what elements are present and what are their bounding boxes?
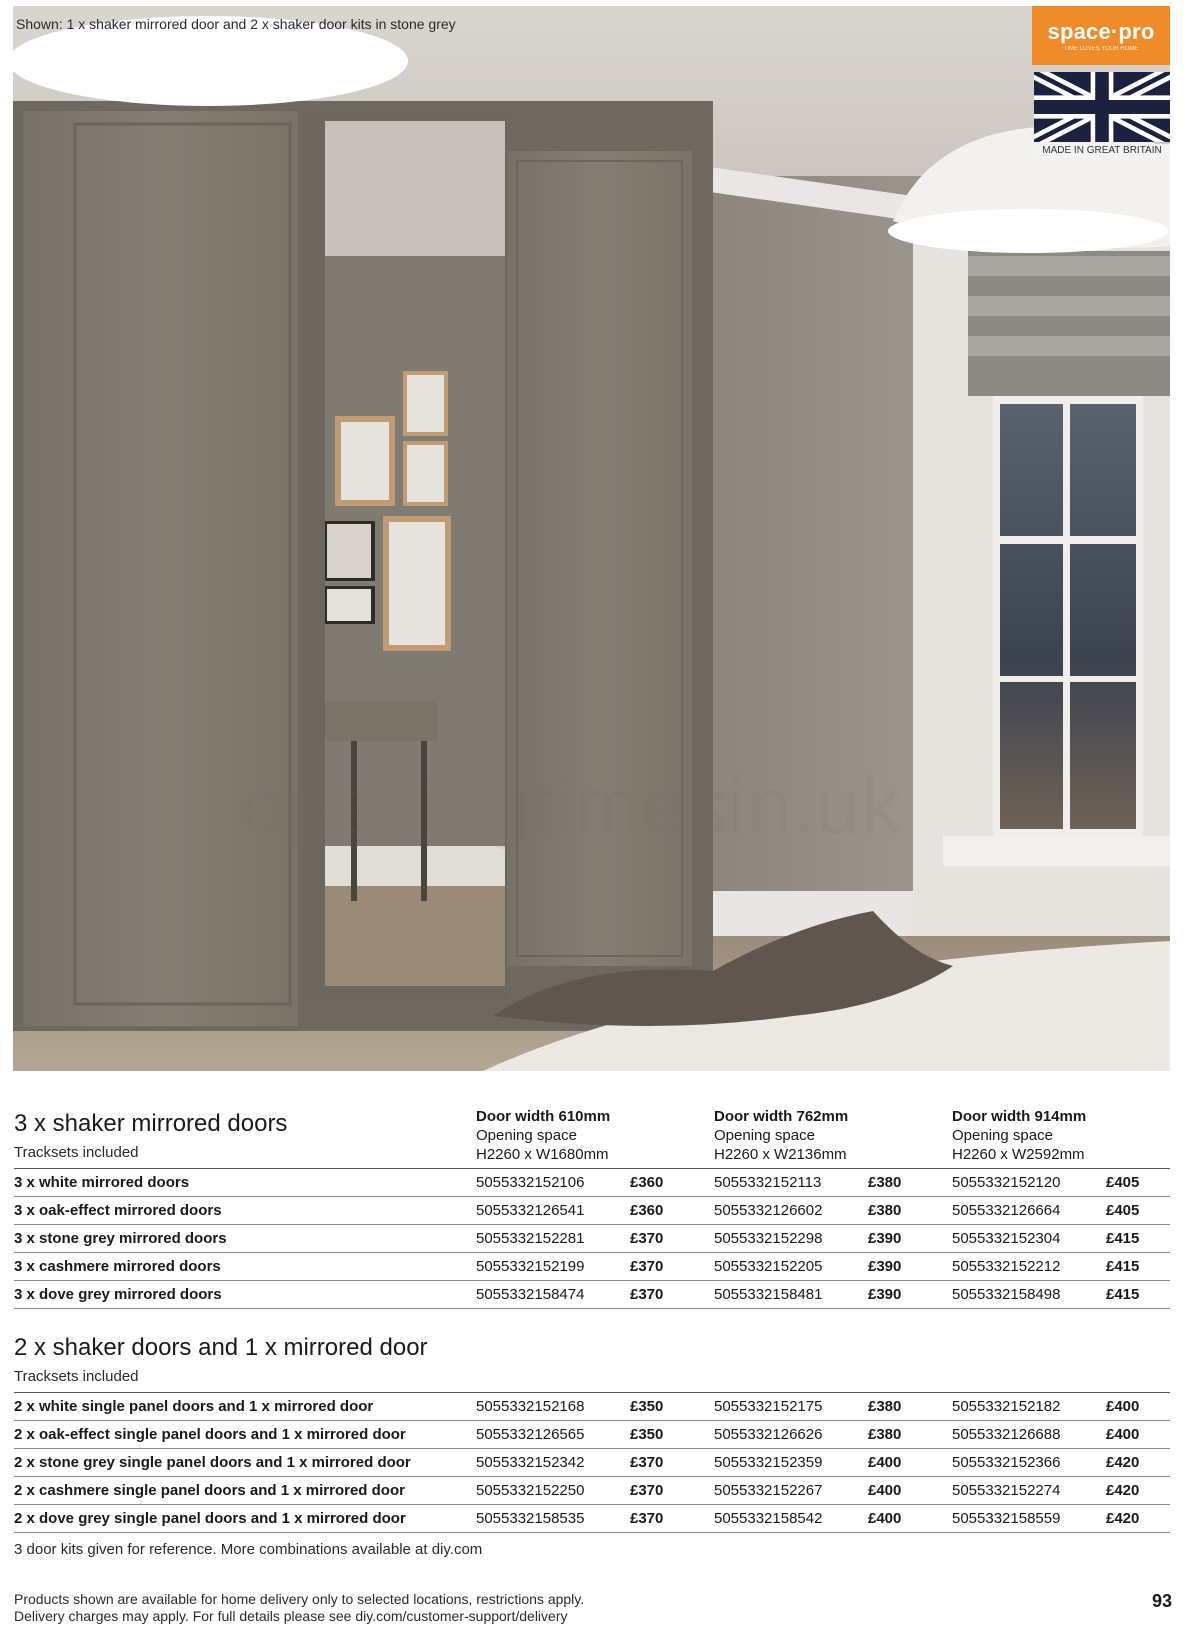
product-price: £370 [630, 1286, 664, 1303]
product-code: 5055332126664 [952, 1202, 1061, 1219]
union-jack-icon [1034, 72, 1170, 142]
table-row [14, 1393, 1170, 1421]
column-header-914 [952, 1107, 1172, 1164]
watermark: openingtimesin.uk [240, 761, 902, 850]
table-row [14, 1225, 1170, 1253]
column-width-label: Door width 914mm [952, 1108, 1087, 1125]
product-code: 5055332152342 [476, 1454, 585, 1471]
product-code: 5055332126688 [952, 1426, 1061, 1443]
column-dimensions-label: H2260 x W2592mm [952, 1146, 1085, 1163]
product-price: £380 [868, 1202, 902, 1219]
product-name: 3 x cashmere mirrored doors [14, 1258, 221, 1275]
product-price: £405 [1106, 1202, 1140, 1219]
product-price: £400 [868, 1482, 902, 1499]
product-price: £360 [630, 1202, 664, 1219]
column-width-label: Door width 610mm [476, 1108, 611, 1125]
product-name: 3 x dove grey mirrored doors [14, 1286, 222, 1303]
row-divider [14, 1308, 1170, 1309]
column-header-610 [476, 1107, 696, 1164]
product-code: 5055332126602 [714, 1202, 823, 1219]
product-price: £415 [1106, 1258, 1140, 1275]
product-code: 5055332152250 [476, 1482, 585, 1499]
product-code: 5055332152281 [476, 1230, 585, 1247]
product-code: 5055332158542 [714, 1510, 823, 1527]
product-price: £400 [868, 1454, 902, 1471]
column-dimensions-label: H2260 x W2136mm [714, 1146, 847, 1163]
product-code: 5055332158474 [476, 1286, 585, 1303]
product-price: £380 [868, 1174, 902, 1191]
product-name: 2 x cashmere single panel doors and 1 x mirrored door [14, 1482, 405, 1499]
product-code: 5055332152274 [952, 1482, 1061, 1499]
made-in-great-britain-label: MADE IN GREAT BRITAIN [1034, 144, 1170, 158]
section1-subtitle: Tracksets included [14, 1144, 139, 1161]
product-code: 5055332152304 [952, 1230, 1061, 1247]
section1-title: 3 x shaker mirrored doors [14, 1110, 288, 1137]
product-price: £400 [1106, 1426, 1140, 1443]
product-price: £390 [868, 1286, 902, 1303]
product-code: 5055332158559 [952, 1510, 1061, 1527]
product-price: £420 [1106, 1454, 1140, 1471]
product-price: £380 [868, 1398, 902, 1415]
product-code: 5055332152366 [952, 1454, 1061, 1471]
row-divider [14, 1532, 1170, 1533]
section2-subtitle: Tracksets included [14, 1368, 139, 1385]
footer-disclaimer [14, 1591, 584, 1625]
product-code: 5055332158535 [476, 1510, 585, 1527]
product-price: £400 [868, 1510, 902, 1527]
space-pro-logo [1032, 6, 1170, 65]
product-code: 5055332152182 [952, 1398, 1061, 1415]
product-price: £370 [630, 1454, 664, 1471]
product-code: 5055332152113 [714, 1174, 822, 1191]
reference-note: 3 door kits given for reference. More combinations available at diy.com [14, 1541, 483, 1558]
table-row [14, 1449, 1170, 1477]
product-code: 5055332126626 [714, 1426, 823, 1443]
column-dimensions-label: H2260 x W1680mm [476, 1146, 609, 1163]
column-opening-label: Opening space [476, 1127, 577, 1144]
page-number: 93 [1151, 1591, 1172, 1611]
product-price: £405 [1106, 1174, 1140, 1191]
product-code: 5055332158481 [714, 1286, 823, 1303]
table-row [14, 1281, 1170, 1309]
footer-line: Delivery charges may apply. For full details please see diy.com/customer-support/delivery [14, 1608, 568, 1624]
product-price: £415 [1106, 1230, 1140, 1247]
product-code: 5055332152267 [714, 1482, 823, 1499]
product-price: £370 [630, 1230, 664, 1247]
product-price: £420 [1106, 1510, 1140, 1527]
product-name: 2 x stone grey single panel doors and 1 x mirrored door [14, 1454, 411, 1471]
product-price: £370 [630, 1482, 664, 1499]
column-header-762 [714, 1107, 934, 1164]
product-name: 3 x oak-effect mirrored doors [14, 1202, 222, 1219]
section2-title: 2 x shaker doors and 1 x mirrored door [14, 1334, 428, 1361]
brand-name: space·pro [1047, 19, 1155, 44]
bedroom-wardrobe-illustration [13, 6, 1170, 1071]
product-price: £380 [868, 1426, 902, 1443]
column-opening-label: Opening space [714, 1127, 815, 1144]
product-price: £415 [1106, 1286, 1140, 1303]
product-code: 5055332152212 [952, 1258, 1061, 1275]
hero-image [13, 6, 1170, 1071]
product-name: 2 x white single panel doors and 1 x mirrored door [14, 1398, 374, 1415]
product-code: 5055332152120 [952, 1174, 1061, 1191]
product-code: 5055332152359 [714, 1454, 823, 1471]
product-price: £370 [630, 1258, 664, 1275]
product-name: 2 x dove grey single panel doors and 1 x mirrored door [14, 1510, 406, 1527]
table-row [14, 1477, 1170, 1505]
image-caption: Shown: 1 x shaker mirrored door and 2 x shaker door kits in stone grey [16, 16, 456, 32]
product-price: £390 [868, 1258, 902, 1275]
product-price: £350 [630, 1426, 664, 1443]
product-code: 5055332152106 [476, 1174, 585, 1191]
product-price: £420 [1106, 1482, 1140, 1499]
table-row [14, 1505, 1170, 1533]
brand-tagline: TIME LOVES YOUR HOME [1063, 46, 1139, 52]
product-code: 5055332152175 [714, 1398, 823, 1415]
product-price: £400 [1106, 1398, 1140, 1415]
table-row [14, 1421, 1170, 1449]
table-row [14, 1169, 1170, 1197]
product-price: £350 [630, 1398, 664, 1415]
product-code: 5055332126541 [476, 1202, 585, 1219]
product-name: 3 x white mirrored doors [14, 1174, 190, 1191]
product-price: £360 [630, 1174, 664, 1191]
product-code: 5055332152199 [476, 1258, 585, 1275]
product-code: 5055332158498 [952, 1286, 1061, 1303]
product-code: 5055332152168 [476, 1398, 585, 1415]
product-name: 3 x stone grey mirrored doors [14, 1230, 227, 1247]
table-row [14, 1253, 1170, 1281]
product-code: 5055332152298 [714, 1230, 823, 1247]
table-row [14, 1197, 1170, 1225]
product-name: 2 x oak-effect single panel doors and 1 x mirrored door [14, 1426, 406, 1443]
product-price: £390 [868, 1230, 902, 1247]
product-price: £370 [630, 1510, 664, 1527]
product-code: 5055332126565 [476, 1426, 585, 1443]
product-code: 5055332152205 [714, 1258, 823, 1275]
footer-line: Products shown are available for home delivery only to selected locations, restrictions apply. [14, 1591, 585, 1607]
column-width-label: Door width 762mm [714, 1108, 849, 1125]
column-opening-label: Opening space [952, 1127, 1053, 1144]
